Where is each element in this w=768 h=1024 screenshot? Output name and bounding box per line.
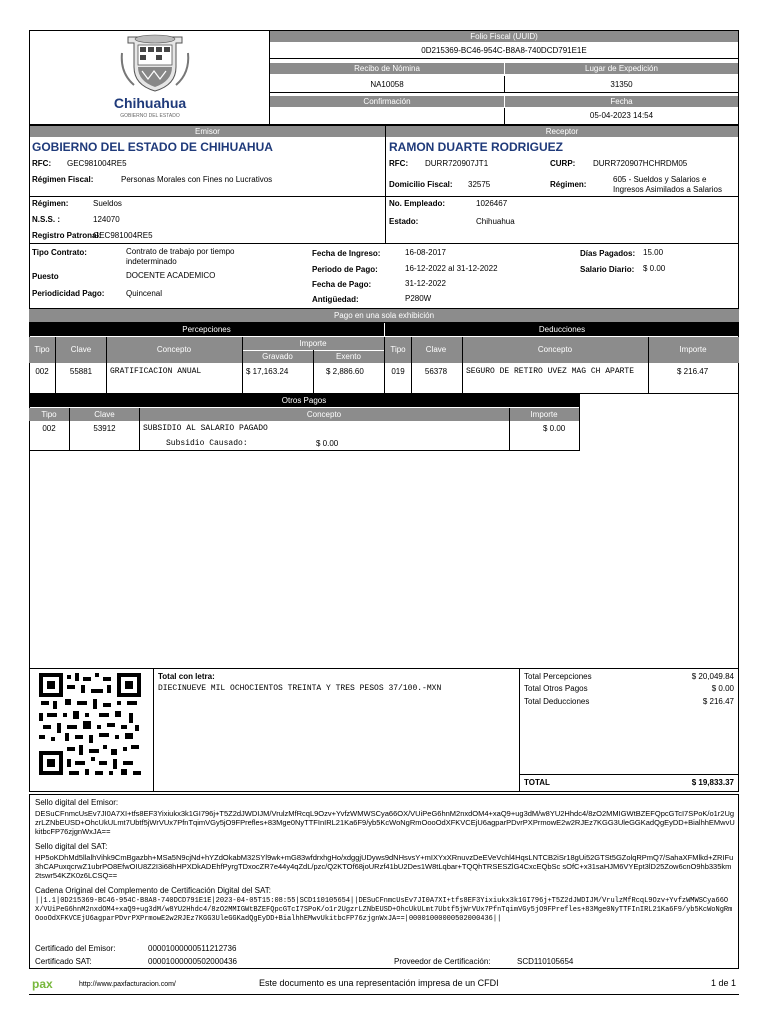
percepciones-section-label: Percepciones [29, 323, 384, 336]
total-otros-pagos: $ 0.00 [711, 684, 734, 693]
pax-logo: pax [32, 977, 53, 991]
emisor-rfc: GEC981004RE5 [67, 159, 127, 168]
fecha-value: 05-04-2023 14:54 [589, 111, 654, 120]
receptor-rfc: DURR720907JT1 [425, 159, 489, 168]
page-number: 1 de 1 [710, 978, 736, 988]
recibo-value: NA10058 [370, 80, 404, 89]
employee-regimen: Sueldos [93, 199, 122, 208]
certificado-sat: 00001000000502000436 [148, 957, 237, 966]
cadena-original: ||1.1|0D215369-BC46-954C-B8A8-740DCD791E1E|2023-04-05T15:08:55|SCD110105654||DESuCFnmcUsEv7JI0A7XI+tfs8EF3Yixiukx3k1GI796j+T5Z2dJWDIJM/VrulzMfRcqL9Ozv+YvfzWMWSCya66OX/VUiPeG6hnM2nxdOM4+xaQ9+ug3dM/w8YU2Hhdc4/8zO2MMIGWtBZEFQpcGTcI7SPoK/o1r2UgzrLZNbEUSD+OhcUkULmt7Ubtf5jWrVUx7PfnTqimVGy5jO9FPrefles+83Mge0NyTTFInIRL21Ka6F9/yb5KcWoNgRmOooOdXFKVCEjU6agparPDvrPXPrmowE2w2RJEz7KGG3UleGGKadQgEyDD+BialhhEMwvUkitbcFP76zjgnWxJA==|00001000000502000436|| [35, 897, 733, 923]
employee-nss: 124070 [93, 215, 120, 224]
payroll-receipt: Chihuahua GOBIERNO DEL ESTADO Folio Fiscal (UUID) 0D215369-BC46-954C-B8A8-740DCD791E1E Recibo de Nómina Lugar de Expedición NA10058 31350 Confirmación Fecha 05-04-2023 14:54 Emisor Receptor GOBIERNO DEL ESTADO DE CHIHUAHUA RFC: GEC981004RE5 Régimen Fiscal: Personas Morales con Fines no Lucrativos RAMON DUARTE RODRIGUEZ RFC: DURR720907JT1 CURP: DURR720907HCHRDM05 Domicilio Fiscal: 32575 Régimen: 605 - Sueldos y Salarios e Ingresos Asimilados a Salarios Régimen: Sueldos N.S.S. : 124070 Registro Patronal: GEC981004RE5 No. Empleado: 1026467 Estado: Chihuahua Tipo Contrato: Contrato de trabajo por tiempo indeterminado Puesto DOCENTE ACADEMICO Periodicidad Pago: Quincenal Fecha de Ingreso: 16-08-2017 Periodo de Pago: 16-12-2022 al 31-12-2022 Fecha de Pago: 31-12-2022 Antigüedad: P280W Días Pagados: 15.00 Salario Diario: $ 0.00 Pago en una sola exhibición Percepciones Deducciones Tipo Clave Concepto Importe Gravado Exento Tipo Clave Concepto Importe 002 55881 GRATIFICACION ANUAL $ 17,163.24 $ 2,886.60 019 56378 SEGURO DE RETIRO UVEZ MAG CH APARTE $ 216.47 Otros Pagos Tipo Clave Concepto Importe 002 53912 SUBSIDIO AL SALARIO PAGADO $ 0.00 Subsidio Causado: $ 0.00 Total con letra: DIECINUEVE MIL OCHOCIENTOS TREINTA Y TRES PESOS 37/100.-MXN Total Percepciones $ 20,049.84 Total Otros Pagos $ 0.00 Total Deducciones $ 216.47 TOTAL $ 19,833.37 Sello digital del Emisor: DESuCFnmcUsEv7JI0A7XI+tfs8EF3Yixiukx3k1GI796j+T5Z2dJWDIJM/VrulzMfRcqL9Ozv+YvfzWMWSCya66OX/VUiPeG6hnM2nxdOM4+xaQ9+ug3dM/w8YU2Hhdc4/8zO2MMIGWtBZEFQpcGTcI7SPoK/o1r2UgzrLZNbEUSD+OhcUkULmt7Ubtf5jWrVUx7PfnTqimVGy5jO9FPrefles+83Mge0NyTTFInIRL21Ka6F9/yb5KcWoNgRmOooOdXFKVCEjU6agparPDvrPXPrmowE2w2RJEz7KGG3UleGGKadQgEyDD+BialhhEMwvUkitbcFP76zjgnWxJA== Sello digital del SAT: HP5oKDhMd5llalhVihk9CmBgazbh+MSa5N9cjNd+hYZdOkabM32SYl9wk+mG83wfdrxhgHo/xdggjUDyws9dNHsvsY+mIXYxXRnuvzDeEVeVchl4HqsLNTCB2iSr18gUi52GTSt5GZolqRPmQ7/SahaXFMlkd+ZRIFu3hCAPuxqcrwZ1ubrPO8EfwOIU8Z2I3i68hHPXDkADEhfPyrgTDxocZR7e44y4qZdL/pzc/Q2KTOf68joURzf41bU2Des1W8tLqbar+TQQhTRSESZlG4CxcEQbSc sOfC+x31saHJM6VYEpt3lD25Zow6cnO9hb335km2tswr54KZK0z6LCSQ== Cadena Original del Complemento de Certificación Digital del SAT: ||1.1|0D215369-BC46-954C-B8A8-740DCD791E1E|2023-04-05T15:08:55|SCD110105654||DESuCFnmcUsEv7JI0A7XI+tfs8EF3Yixiukx3k1GI796j+T5Z2dJWDIJM/VrulzMfRcqL9Ozv+YvfzWMWSCya66OX/VUiPeG6hnM2nxdOM4+xaQ9+ug3dM/w8YU2Hhdc4/8zO2MMIGWtBZEFQpcGTcI7SPoK/o1r2UgzrLZNbEUSD+OhcUkULmt7Ubtf5jWrVUx7PfnTqimVGy5jO9FPrefles+83Mge0NyTTFInIRL21Ka6F9/yb5KcWoNgRmOooOdXFKVCEjU6agparPDvrPXPrmowE2w2RJEz7KGG3UleGGKadQgEyDD+BialhhEMwvUkitbcFP76zjgnWxJA==|00001000000502000436|| Certificado del Emisor: 00001000000511212736 Certificado SAT: 00001000000502000436 Proveedor de Certificación: SCD110105654 pax http://www.paxfacturacion.com/ Este documento es una representación impresa de un CFDI 1 de 1 [0, 0, 768, 1024]
lugar-value: 31350 [610, 80, 633, 89]
periodo-pago: 16-12-2022 al 31-12-2022 [405, 264, 498, 273]
fecha-label: Fecha [505, 96, 738, 107]
folio-value: 0D215369-BC46-954C-B8A8-740DCD791E1E [421, 46, 587, 55]
cfdi-notice: Este documento es una representación impresa de un CFDI [259, 978, 499, 988]
emisor-name: GOBIERNO DEL ESTADO DE CHIHUAHUA [32, 140, 273, 154]
emisor-regimen-fiscal: Personas Morales con Fines no Lucrativos [121, 175, 273, 184]
employee-number: 1026467 [476, 199, 508, 208]
qr-code-icon [37, 671, 143, 777]
salario-diario: $ 0.00 [643, 264, 666, 273]
pago-exhibicion-label: Pago en una sola exhibición [29, 309, 739, 322]
tipo-contrato: Contrato de trabajo por tiempo indeterminado [126, 247, 235, 266]
receptor-domicilio: 32575 [468, 180, 491, 189]
fecha-ingreso: 16-08-2017 [405, 248, 446, 257]
emisor-section-label: Emisor [30, 126, 385, 137]
puesto: DOCENTE ACADEMICO [126, 271, 216, 280]
grand-total: $ 19,833.37 [691, 778, 734, 787]
employee-registro-patronal: GEC981004RE5 [93, 231, 153, 240]
state-subtitle: GOBIERNO DEL ESTADO [120, 113, 180, 119]
sello-sat: HP5oKDhMd5llalhVihk9CmBgazbh+MSa5N9cjNd+hYZdOkabM32SYl9wk+mG83wfdrxhgHo/xdggjUDyws9dNHsvsY+mIXYxXRnuvzDeEVeVchl4HqsLNTCB2iSr18gUi52GTSt5GZolqRPmQ7/SahaXFMlkd+ZRIFu3hCAPuxqcrwZ1ubrPO8EfwOIU8Z2I3i68hHPXDkADEhfPyrgTDxocZR7e44y4qZdL/pzc/Q2KTOf68joURzf41bU2Des1W8tLqbar+TQQhTRSESZlG4CxcEQbSc sOfC+x31saHJM6VYEpt3lD25Zow6cnO9hb335km2tswr54KZK0z6LCSQ== [35, 853, 734, 880]
antiguedad: P280W [405, 294, 432, 303]
employee-estado: Chihuahua [476, 217, 515, 226]
certificado-emisor: 00001000000511212736 [148, 944, 237, 953]
proveedor-certificacion: SCD110105654 [517, 957, 574, 966]
periodicidad-pago: Quincenal [126, 289, 163, 298]
lugar-label: Lugar de Expedición [505, 63, 738, 74]
state-coat-of-arms-icon [118, 33, 192, 95]
state-name: Chihuahua [113, 95, 187, 111]
confirmacion-label: Confirmación [270, 96, 504, 107]
otros-pagos-section-label: Otros Pagos [29, 394, 579, 407]
dias-pagados: 15.00 [643, 248, 664, 257]
recibo-label: Recibo de Nómina [270, 63, 504, 74]
total-percepciones: $ 20,049.84 [691, 672, 734, 681]
total-deducciones: $ 216.47 [702, 697, 734, 706]
receptor-curp: DURR720907HCHRDM05 [593, 159, 688, 168]
folio-label: Folio Fiscal (UUID) [270, 31, 738, 42]
pax-url-link[interactable]: http://www.paxfacturacion.com/ [79, 981, 176, 988]
total-en-letra: DIECINUEVE MIL OCHOCIENTOS TREINTA Y TRES PESOS 37/100.-MXN [158, 684, 442, 693]
receptor-name: RAMON DUARTE RODRIGUEZ [389, 140, 563, 154]
fecha-pago: 31-12-2022 [405, 279, 446, 288]
receptor-regimen: 605 - Sueldos y Salarios e Ingresos Asimilados a Salarios [613, 175, 722, 194]
sello-emisor: DESuCFnmcUsEv7JI0A7XI+tfs8EF3Yixiukx3k1GI796j+T5Z2dJWDIJM/VrulzMfRcqL9Ozv+YvfzWMWSCya66OX/VUiPeG6hnM2nxdOM4+xaQ9+ug3dM/w8YU2Hhdc4/8zO2MMIGWtBZEFQpcGTcI7SPoK/o1r2UgzrLZNbEUSD+OhcUkULmt7Ubtf5jWrVUx7PfnTqimVGy5jO9FPrefles+83Mge0NyTTFInIRL21Ka6F9/yb5KcWoNgRmOooOdXFKVCEjU6agparPDvrPXPrmowE2w2RJEz7KGG3UleGGKadQgEyDD+BialhhEMwvUkitbcFP76zjgnWxJA== [35, 809, 735, 836]
deducciones-section-label: Deducciones [385, 323, 739, 336]
receptor-section-label: Receptor [386, 126, 738, 137]
